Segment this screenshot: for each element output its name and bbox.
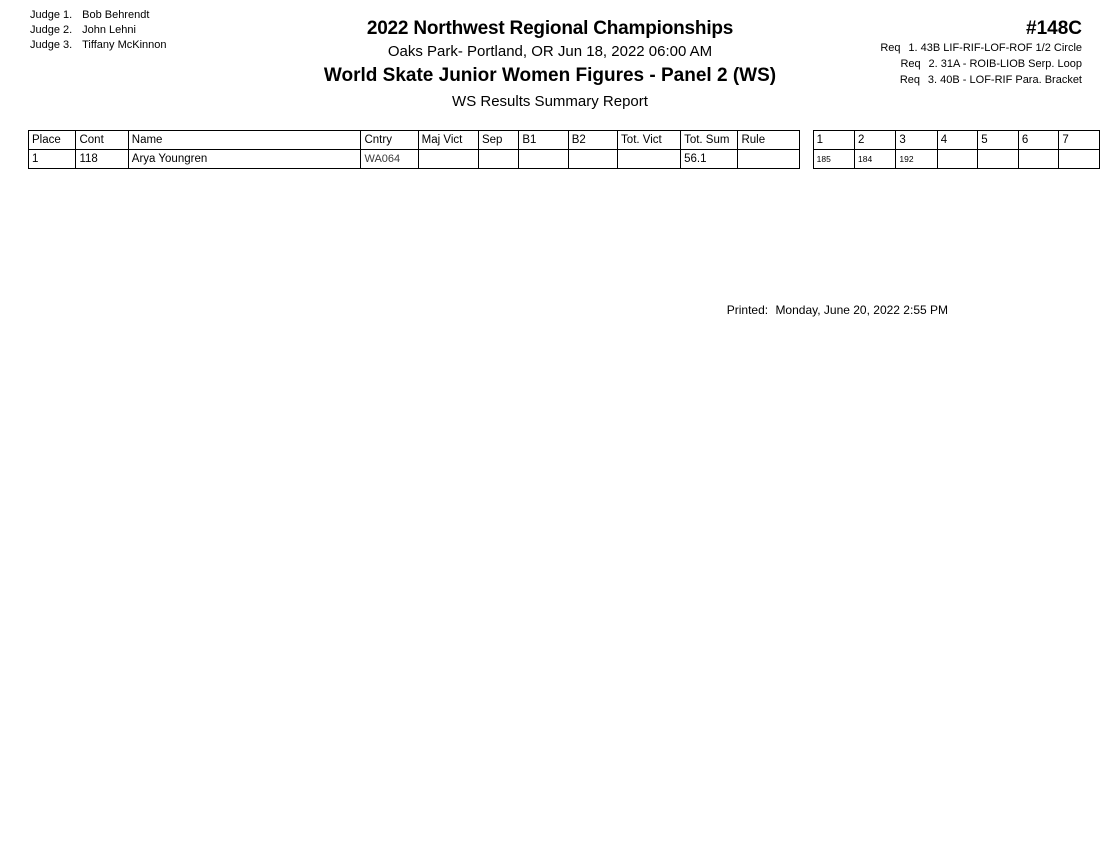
column-header-place: Place [29,131,76,150]
cell-rule [738,150,799,169]
column-header-name: Name [128,131,361,150]
cell-judge-score-5 [978,150,1019,169]
column-header-sep: Sep [478,131,518,150]
column-header-judge-4: 4 [937,131,978,150]
cell-sep [478,150,518,169]
venue-datetime: Oaks Park- Portland, OR Jun 18, 2022 06:00 AM [387,43,713,60]
column-header-rule: Rule [738,131,799,150]
cell-b2 [568,150,617,169]
cell-maj-vict [418,150,478,169]
requirement-row [880,73,1082,88]
requirement-text: 40B - LOF-RIF Para. Bracket [940,74,1082,86]
judge-row [30,38,166,53]
table-header-row [29,131,1100,150]
judge-number: 3. [63,39,73,51]
cell-judge-score-6 [1018,150,1059,169]
requirement-label: Req [900,58,921,70]
event-info [880,18,1082,88]
cell-judge-score-1: 185 [813,150,854,169]
judge-number: 2. [63,24,73,36]
column-header-cont: Cont [76,131,128,150]
column-header-judge-7: 7 [1059,131,1100,150]
cell-place: 1 [29,150,76,169]
judge-label: Judge [30,24,60,36]
column-header-b2: B2 [568,131,617,150]
requirement-number: 2. [928,58,938,70]
cell-cntry: WA064 [361,150,418,169]
cell-cont: 118 [76,150,128,169]
cell-spacer [799,150,813,169]
requirement-text: 43B LIF-RIF-LOF-ROF 1/2 Circle [920,42,1082,54]
event-number: #148C [1026,18,1082,39]
column-header-tot-vict: Tot. Vict [618,131,681,150]
results-table [28,130,1100,169]
judge-number: 1. [63,9,73,21]
column-header-maj-vict: Maj Vict [418,131,478,150]
cell-b1 [519,150,568,169]
column-header-judge-1: 1 [813,131,854,150]
judge-row [30,8,166,23]
cell-tot-vict [618,150,681,169]
table-row [29,150,1100,169]
judge-list [30,8,166,53]
judge-name: Bob Behrendt [82,9,150,21]
requirement-number: 1. [908,42,918,54]
report-header [260,18,840,110]
judge-name: John Lehni [82,24,136,36]
column-header-cntry: Cntry [361,131,418,150]
column-header-b1: B1 [519,131,568,150]
judge-row [30,23,166,38]
requirement-label: Req [880,42,901,54]
event-title: World Skate Junior Women Figures - Panel 2 (WS) [323,65,777,86]
cell-judge-score-2: 184 [855,150,896,169]
column-header-judge-3: 3 [896,131,937,150]
results-table-container [28,130,1100,317]
cell-judge-score-4 [937,150,978,169]
cell-name: Arya Youngren [128,150,361,169]
requirement-label: Req [899,74,921,86]
requirement-text: 31A - ROIB-LIOB Serp. Loop [940,58,1082,70]
requirement-number: 3. [927,74,938,86]
requirement-row [880,41,1082,56]
column-header-judge-6: 6 [1018,131,1059,150]
column-header-tot-sum: Tot. Sum [681,131,738,150]
column-spacer [799,131,813,150]
competition-title: 2022 Northwest Regional Championships [366,18,734,39]
printed-label: Printed: [726,303,769,317]
judge-label: Judge [30,9,60,21]
report-title: WS Results Summary Report [452,93,648,110]
printed-timestamp: Monday, June 20, 2022 2:55 PM [775,303,948,317]
cell-judge-score-3: 192 [896,150,937,169]
column-header-judge-2: 2 [855,131,896,150]
column-header-judge-5: 5 [978,131,1019,150]
cell-judge-score-7 [1059,150,1100,169]
judge-name: Tiffany McKinnon [82,39,167,51]
cell-tot-sum: 56.1 [681,150,738,169]
requirement-row [880,57,1082,72]
printed-footer [28,303,948,317]
judge-label: Judge [30,39,60,51]
